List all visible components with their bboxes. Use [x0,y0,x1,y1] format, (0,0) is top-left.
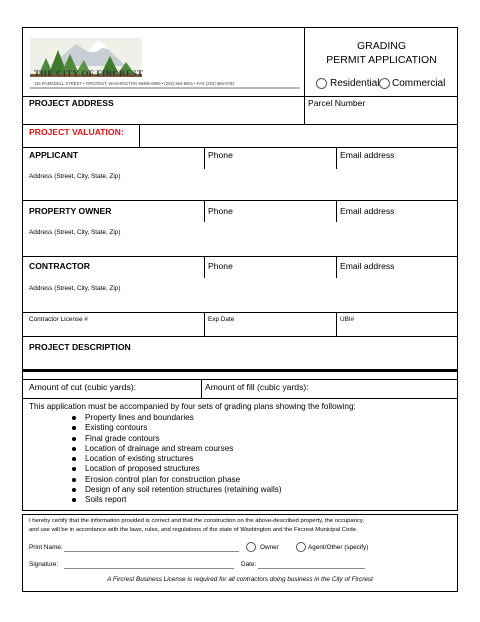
form-title-line2: PERMIT APPLICATION [326,54,437,66]
contractor-label: CONTRACTOR [29,261,90,271]
amount-fill-label: Amount of fill (cubic yards): [205,382,309,392]
list-item: Soils report [85,495,282,505]
project-description-field[interactable] [23,355,457,368]
applicant-phone-label: Phone [208,150,233,160]
list-item: Final grade contours [85,434,282,444]
exp-date-label: Exp Date [208,316,235,323]
contractor-license-label: Contractor License # [29,316,88,323]
list-item: Erosion control plan for construction phase [85,475,282,485]
requirements-list [85,413,282,506]
owner-phone-label: Phone [208,206,233,216]
applicant-address-label: Address (Street, City, State, Zip) [29,173,121,180]
contractor-email-label: Email address [340,261,395,271]
project-description-label: PROJECT DESCRIPTION [29,342,131,352]
city-logo [30,32,300,92]
parcel-number-field[interactable] [305,110,457,123]
applicant-label: APPLICANT [29,150,79,160]
signature-field[interactable] [64,558,234,569]
contractor-address-field[interactable] [23,295,457,311]
applicant-email-label: Email address [340,150,395,160]
residential-label: Residential [330,78,380,89]
list-item: Location of existing structures [85,454,282,464]
list-item: Location of proposed structures [85,464,282,474]
owner-address-field[interactable] [23,239,457,255]
project-valuation-field[interactable] [140,125,457,147]
commercial-label: Commercial [392,78,446,89]
agent-radio[interactable] [296,542,306,552]
contractor-phone-label: Phone [208,261,233,271]
commercial-radio[interactable] [379,78,390,89]
owner-radio[interactable] [246,542,256,552]
ubi-label: UBI# [340,316,355,323]
amount-cut-label: Amount of cut (cubic yards): [29,382,136,392]
owner-address-label: Address (Street, City, State, Zip) [29,229,121,236]
form-title-line1: GRADING [356,40,406,52]
project-address-label: PROJECT ADDRESS [29,98,114,108]
requirements-intro: This application must be accompanied by four sets of grading plans showing the following: [29,402,356,411]
list-item: Location of drainage and stream courses [85,444,282,454]
parcel-number-label: Parcel Number [308,98,366,108]
applicant-address-field[interactable] [23,183,457,199]
logo-city-name: THE CITY OF FIRCREST [34,68,144,78]
date-label: Date: [241,561,257,568]
contractor-address-label: Address (Street, City, State, Zip) [29,285,121,292]
certification-line2: and use will be in accordance with the laws, rules, and regulations of the state of Washington and the Fircrest Municipal Code. [29,527,358,533]
logo-address: 115 RAMSDELL STREET • FIRCREST, WASHINGTON 98466-6999 • (253) 564-8901 • FAX (253) 566-0762 [34,81,235,86]
license-footer-note: A Fircrest Business License is required for all contractors doing business in the City of Fircrest [107,576,373,583]
property-owner-label: PROPERTY OWNER [29,206,112,216]
list-item: Property lines and boundaries [85,413,282,423]
date-field[interactable] [258,558,365,569]
print-name-field[interactable] [64,541,239,552]
print-name-label: Print Name: [29,544,63,551]
list-item: Existing contours [85,423,282,433]
residential-radio[interactable] [316,78,327,89]
owner-email-label: Email address [340,206,395,216]
agent-option-label: Agent/Other (specify) [308,544,369,551]
project-valuation-label: PROJECT VALUATION: [29,127,124,137]
project-address-field[interactable] [140,97,300,123]
list-item: Design of any soil retention structures (retaining walls) [85,485,282,495]
signature-label: Signature: [29,561,59,568]
owner-option-label: Owner [260,544,279,551]
certification-line1: I hereby certify that the information provided is correct and that the construction on the above-described property, the occupancy, [29,518,365,524]
